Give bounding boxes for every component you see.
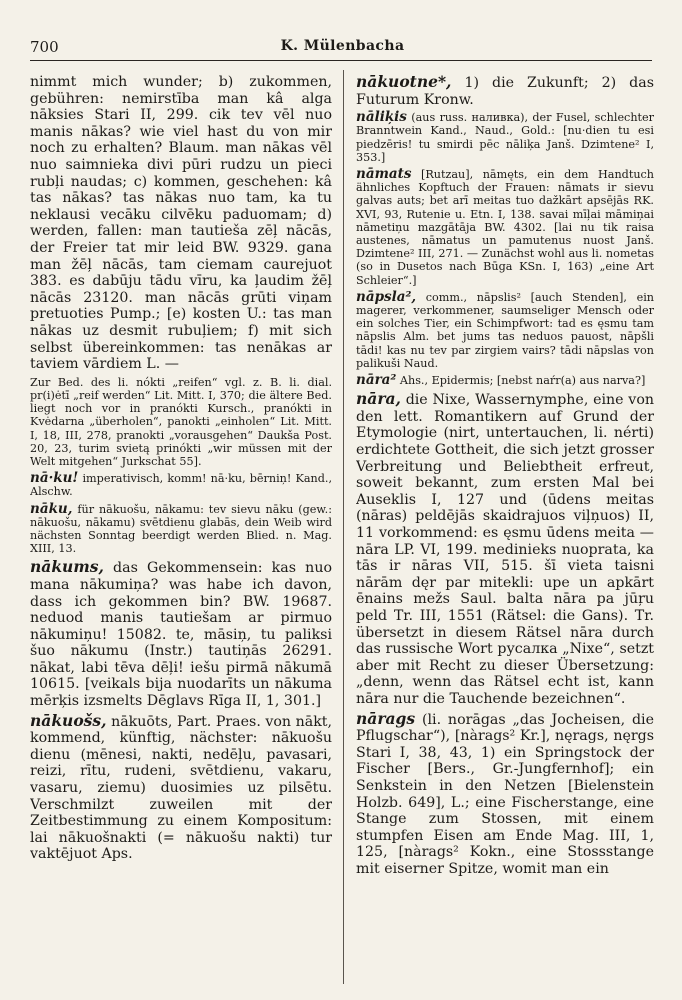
entry-headword: nāmats xyxy=(356,166,412,182)
entry-text: nimmt mich wunder; b) zukommen, gebühren: nemirstība man kâ alga nāksies Stari II, 299. cik tev vēl nuo manis nākas? wie viel hast du von mir noch zu erhalten? Blaum. man nākas vēl nuo saimnieka divi pūri rudzu un pieci rubļi naudas; c) kommen, geschehen: kâ tas nākas? tas nākas nuo tam, ka tu neklausi vecāku cilvēku paduomam; d) werden, fallen: man tautieša zēļ nācās, der Freier tat mir leid BW. 9329. gana man žēļ nācās, tam ciemam caurejuot 383. es dabūju tādu vīru, ka ļaudim žēļ nācās 23120. man nācās grūti viņam pretuoties Pump.; [e) kosten U.: tas man nākas uz desmit rubuļiem; f) mit sich selbst übereinkommen: tas nenākas ar taviem vārdiem L. — xyxy=(30,74,332,373)
column-separator xyxy=(343,70,344,984)
entry-text: [Rutzau], nāmęts, ein dem Handtuch ähnliches Kopftuch der Frauen: nāmats ir sievu galvas auts; bet arī meitas tuo dažkārt apsējās RK. XVI, 93, Rutenie u. Etn. I, 138. savai mīļai māmiņai nāmetiņu mazgātāja BW. 4302. [lai nu tik raisa austenes, nāmatus un pamutenus nuost Janš. Dzimtene² III, 271. — Zunächst wohl aus li. nometas (so in Dusetos nach Būga KSn. I, 163) „eine Art Schleier“.] xyxy=(356,168,654,287)
entry-headword: nākuošs, xyxy=(30,710,107,730)
page-number: 700 xyxy=(30,38,59,56)
dictionary-entry xyxy=(356,168,654,287)
running-title: K. Mülenbacha xyxy=(280,38,405,54)
entry-text: das Gekommensein: kas nuo mana nākumiņa? was habe ich davon, dass ich gekommen bin? BW. 19687. neduod manis tautiešam ar pirmuo nākumiņu! 15082. te, māsiņ, tu paliksi šuo nākumu (Instr.) tautiņās 26291. nākat, labi tēva dēļi! iešu pirmā nākumā 10615. [veikals bija nuodarīts un nākuma mērķis izsmelts Dēglavs Rīga II, 1, 301.] xyxy=(30,560,332,710)
header-rule xyxy=(30,60,652,61)
dictionary-entry xyxy=(30,710,332,863)
dictionary-entry xyxy=(30,559,332,709)
entry-headword: nārags xyxy=(356,708,416,728)
entry-text: Ahs., Epidermis; [nebst naŕr(a) aus narva?] xyxy=(399,374,646,388)
dictionary-entry xyxy=(30,376,332,468)
entry-headword: nākums, xyxy=(30,557,104,577)
dictionary-entry xyxy=(30,500,332,556)
page-header xyxy=(30,38,655,60)
entry-headword: nākuotne*, xyxy=(356,74,452,91)
dictionary-entry xyxy=(356,74,654,108)
entry-headword: nāra² xyxy=(356,372,397,389)
right-column xyxy=(356,74,654,982)
entry-text: imperativisch, komm! nā·ku, bērniņ! Kand., Alschw. xyxy=(30,472,332,499)
dictionary-entry xyxy=(356,111,654,164)
dictionary-entry xyxy=(30,472,332,498)
left-column xyxy=(30,74,332,982)
entry-text: die Nixe, Wassernymphe, eine von den lett. Romantikern auf Grund der Etymologie (nirt, untertauchen, li. nérti) erdichtete Gottheit, die sich jetzt grosser Verbreitung und Beliebtheit erfreut, soweit bekannt, zum ersten Mal bei Auseklis I, 127 und (ūdens meitas (nāras) peldējās skaidrajuos viļņuos) II, 11 vorkommend: es ęsmu ūdens meita — nāra LP. VI, 199. medinieks nuoprata, ka tās ir nāras VII, 515. šī vieta taisni nārām dęr par mitekli: upe un apkārt ēnains mežs Saul. balta nāra pa jūŗu peld Tr. III, 1551 (Rätsel: die Gans). Tr. übersetzt in diesem Rätsel nāra durch das russische Wort русалка „Nixe“, setzt aber mit Recht zu dieser Übersetzung: „denn, wenn das Rätsel echt ist, kann nāra nur die Tauchende bezeichnen“. xyxy=(356,392,654,707)
entry-text: für nākuošu, nākamu: tev sievu nāku (gew.: nākuošu, nākamu) svētdienu glabās, dein Weib wird nächsten Sonntag beerdigt werden Blied. n. Mag. XIII, 13. xyxy=(30,502,332,556)
entry-headword: nāpsla², xyxy=(356,288,417,305)
entry-text: comm., nāpslis² [auch Stenden], ein magerer, verkommener, saumseliger Mensch oder ein solches Tier, ein Schimpfwort: tad es ęsmu tam nāpslis Alm. bet jums tas neduos pauost, nāpšli tādi! kas nu tev par zirgiem vairs? tādi nāpslas von palikuši Naud. xyxy=(356,290,654,370)
entry-headword: nā·ku! xyxy=(30,470,79,487)
entry-text: nākuōts, Part. Praes. von nākt, kommend, künftig, nächster: nākuošu dienu (mēnesi, nakti, nedēļu, pavasari, reizi, rītu, rudeni, svētdienu, vakaru, vasaru, ziemu) duosimies uz pilsētu. Verschmilzt zuweilen mit der Zeitbestimmung zu einem Kompositum: lai nākuošnakti (= nākuošu nakti) tur vaktējuot Aps. xyxy=(30,713,332,863)
entry-headword: nāra, xyxy=(356,389,401,409)
entry-text: Zur Bed. des li. nókti „reifen“ vgl. z. B. li. dial. pr(i)ėtī „reif werden“ Lit. Mitt. I, 370; die ältere Bed. liegt noch vor in pranókti Kursch., pranókti in Kvėdarna „überholen“, panokti „einholen“ Lit. Mitt. I, 18, III, 278, pranokti „vorausgehen“ Daukša Post. 20, 23, turim svietą prinókti „wir müssen mit der Welt mitgehen“ Jurkschat 55]. xyxy=(30,375,332,468)
dictionary-entry xyxy=(356,391,654,707)
entry-headword: nāliķis xyxy=(356,109,407,126)
entry-headword: nāku, xyxy=(30,500,73,517)
dictionary-entry xyxy=(356,374,654,387)
dictionary-entry xyxy=(356,288,654,370)
entry-text: 1) die Zukunft; 2) das Futurum Kronw. xyxy=(356,75,654,108)
dictionary-entry xyxy=(356,708,654,878)
dictionary-entry xyxy=(30,74,332,373)
entry-text: (aus russ. наливка), der Fusel, schlechter Branntwein Kand., Naud., Gold.: [nu·dien tu esi piedzēris! tu smirdi pēc nāliķa Janš. Dzimtene² I, 353.] xyxy=(356,111,654,164)
entry-text: (li. norāgas „das Jocheisen, die Pflugschar“), [nàrags² Kr.], nęrags, nęrgs Stari I, 38, 43, 1) ein Springstock der Fischer [Bers., Gr.-Jungfernhof]; ein Senkstein in den Netzen [Bielenstein Holzb. 649], L.; eine Fischerstange, eine Stange zum Stossen, mit einem stumpfen Eisen am Ende Mag. III, 1, 125, [nàrags² Kokn., eine Stossstange mit eiserner Spitze, womit man ein xyxy=(356,711,654,877)
